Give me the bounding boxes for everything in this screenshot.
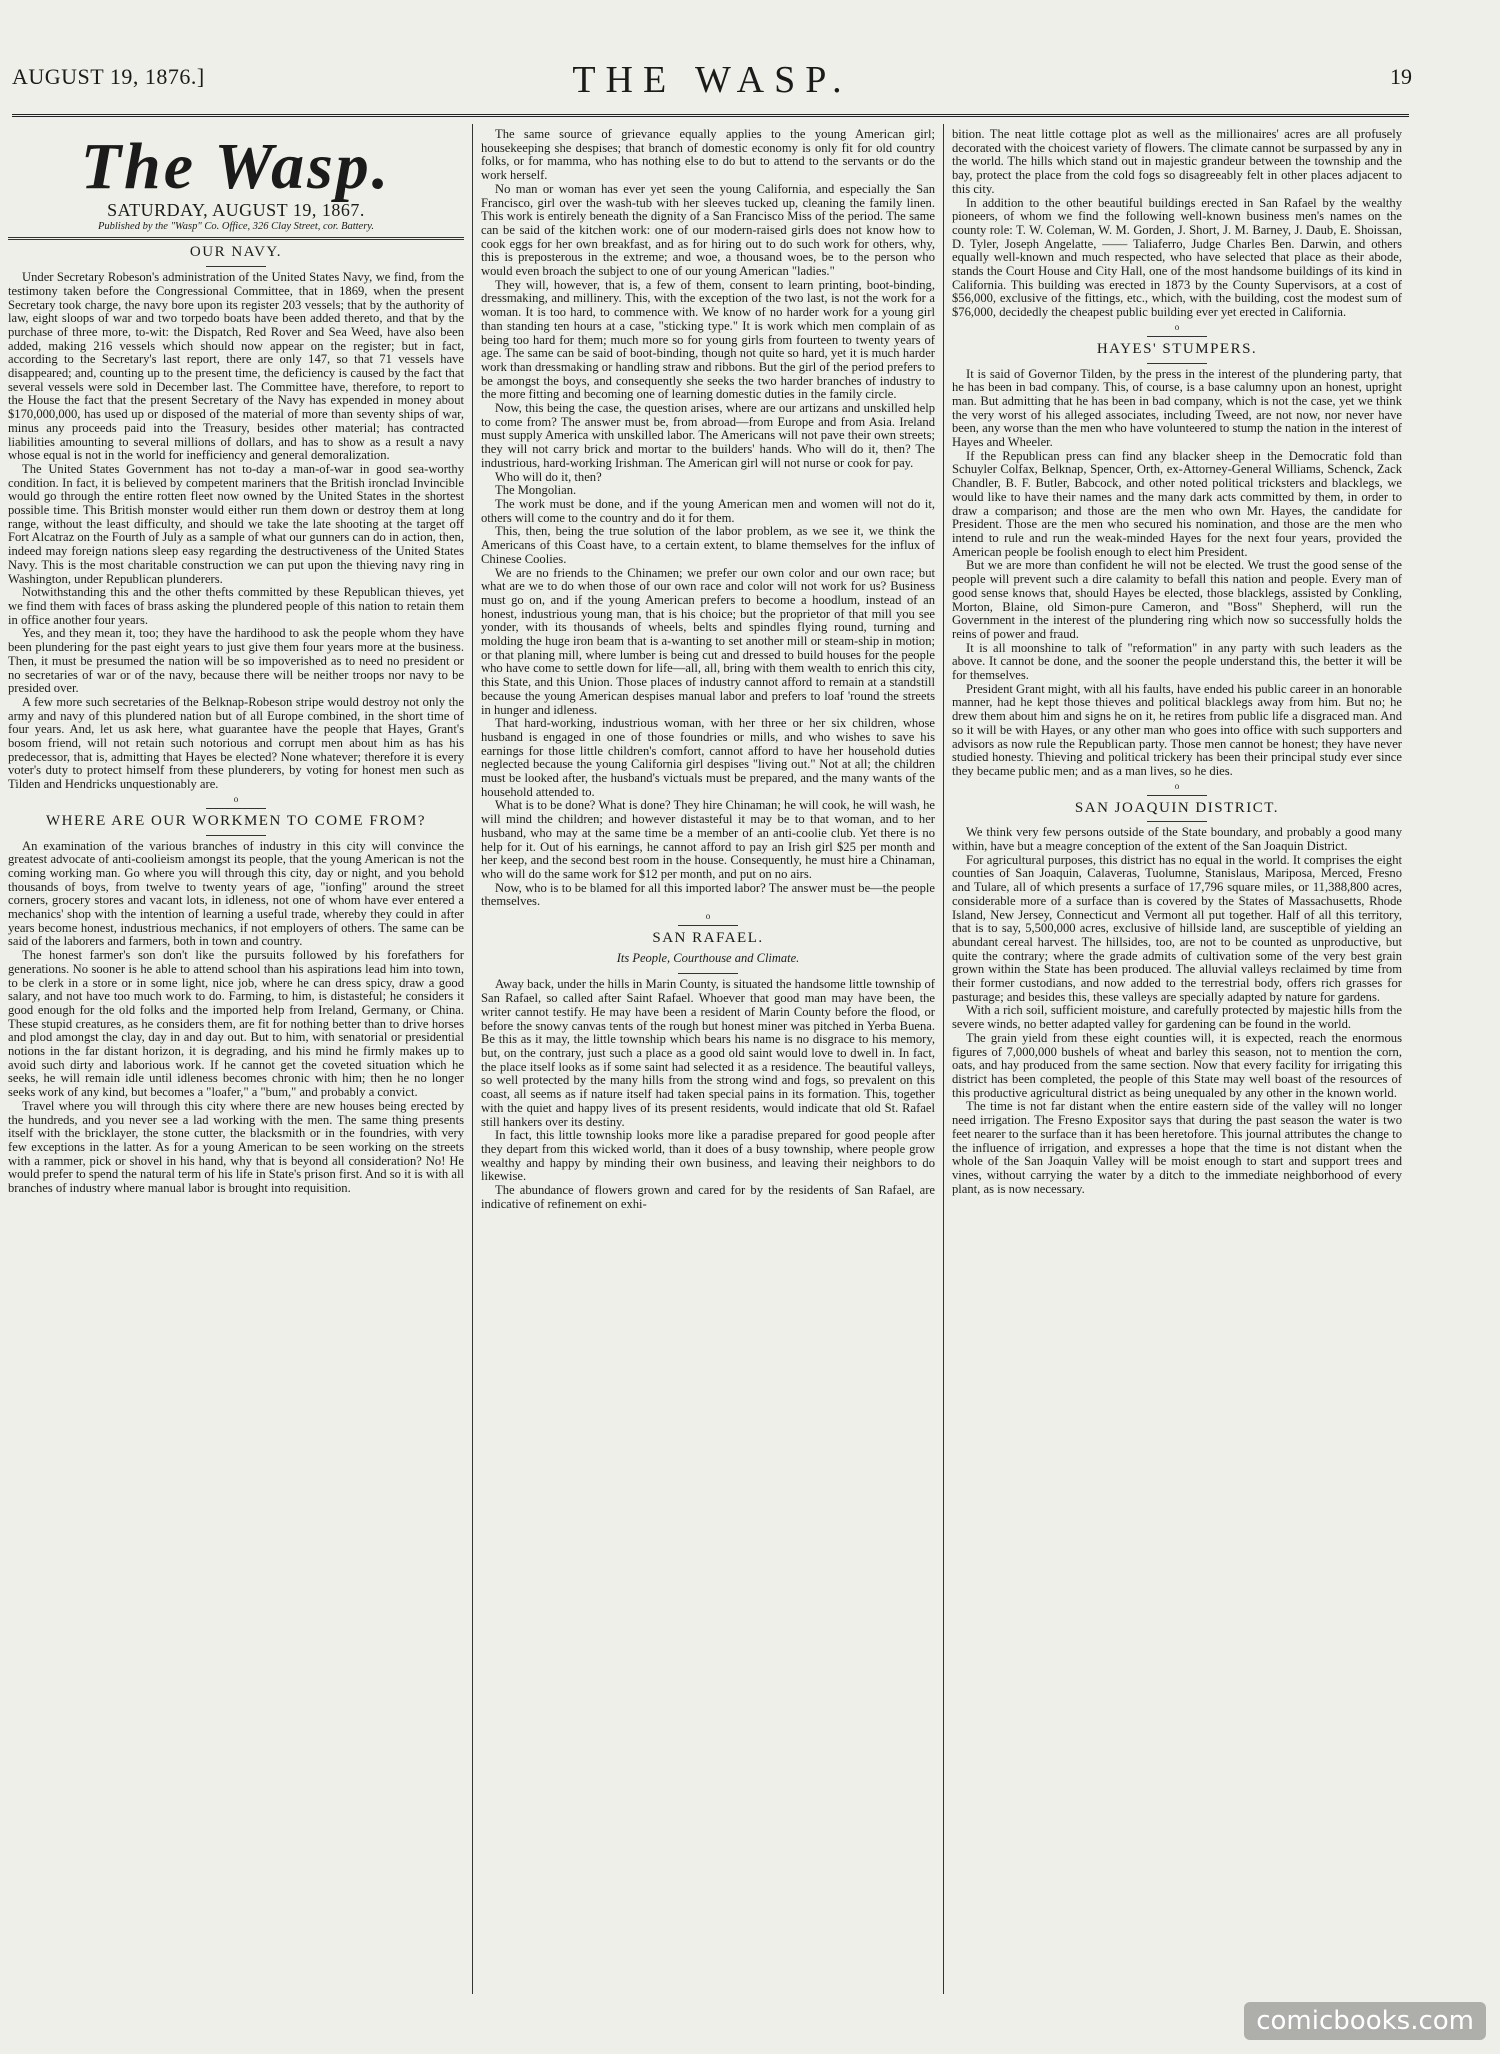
heading-rule — [206, 835, 266, 836]
article-paragraph: The time is not far distant when the entire eastern side of the valley will no longer need irrigation. The Fresno Expositor says that during the past season the water is two feet nearer to the surface than it has been heretofore. This journal attributes the change to the influence of irrigation, and expresses a hope that the time is not distant when the whole of the San Joaquin Valley will be moist enough to start and support trees and vines, without carrying the water by a ditch to the immediate neighborhood of every plant, as is now necessary. — [952, 1099, 1402, 1196]
article-paragraph: The Mongolian. — [495, 483, 577, 498]
article-paragraph: The work must be done, and if the young American men and women will not do it, others will come to the country and do it for them. — [481, 496, 935, 525]
article-paragraph: For agricultural purposes, this district has no equal in the world. It comprises the eight counties of San Joaquin, Calaveras, Tuolumne, Stanislaus, Mariposa, Merced, Fresno and Tulare, all of which presents a surface of 17,796 square miles, or 11,388,800 acres, considerable more of a surface than is covered by the States of Massachusetts, Rhode Island, New Jersey, Connecticut and Vermont all put together. Half of all this territory, that is to say, 5,500,000 acres, exclusive of hillside land, are susceptible of yielding an abundant cereal harvest. The hillsides, too, are not to be counted as unproductive, but quite the contrary; where the grade admits of cultivation some of the very best grain grown within the State has been produced. The alluvial valleys reclaimed by time from their former custodians, and now added to the terrestrial body, offers rich grasses for pasturage; and besides this, these valleys are specially adapted by nature for gardens. — [952, 852, 1402, 1004]
article-paragraph: Yes, and they mean it, too; they have the hardihood to ask the people whom they have been plundering for the past eight years to just give them four years more at the business. Then, it must be presumed the nation will be so impoverished as to need no president or no secretaries of war or of the navy, because there will be neither troops nor navy to be presided over. — [8, 626, 464, 696]
masthead-publisher: Published by the "Wasp" Co. Office, 326 Clay Street, cor. Battery. — [97, 220, 375, 232]
article-paragraph: We are no friends to the Chinamen; we prefer our own color and our own race; but what are we to do when those of our own race and color will not work for us? Business must go on, and if the young American prefers to become a hoodlum, instead of an honest, industrious young man, that is his choice; but the proprietor of that mill you see yonder, with its thousands of wheels, belts and spindles flying round, turning and molding the huge iron beam that is a-wanting to set another mill or steam-ship in motion; or that planing mill, where lumber is being cut and dressed to build houses for the people who have come to settle down for life—all, all, bring with them wealth to enrich this city, this State, and this Union. Those places of industry cannot afford to remain at a standstill because the young American despises manual labor and prefers to loaf 'round the streets in hunger and idleness. — [481, 565, 935, 717]
heading-rule — [678, 973, 738, 974]
page-number: 19 — [1390, 64, 1412, 89]
column-divider — [472, 124, 473, 1994]
watermark-logo: comicbooks.com — [1244, 2002, 1486, 2040]
article-paragraph: Under Secretary Robeson's administration of the United States Navy, we find, from the testimony taken before the Congressional Committee, that in 1869, when the present Secretary took charge, the navy bore upon its register 203 vessels; that by the authority of law, eight sloops of war and two torpedo boats have been added thereto, and that by the purchase of three more, to-wit: the Dispatch, Red Rover and Sea Weed, have also been added, making 216 vessels which should now appear on the register; but in fact, according to the Secretary's last report, there are only 147, so that 71 vessels have disappeared; and, counting up to the present time, the deficiency is caused by the fact that several vessels were sold in December last. The Committee have, therefore, to report to the House the fact that the present Secretary of the Navy has expended in money about $170,000,000, has used up or disposed of the material of more than seventy ships of war, minus any proceeds paid into the Treasury, besides other material; has contracted liabilities amounting to several millions of dollars, and has to show as a result a navy whose equal is not in the world for inefficiency and general demoralization. — [8, 270, 464, 463]
article-paragraph: President Grant might, with all his faults, have ended his public career in an honorable manner, had he kept those thieves and political blacklegs away from him. But no; he drew them about him and signs he on it, he retires from public life a disgraced man. And so it will be with Hayes, or any other man who goes into office with such supporters and advisors as now rule the Republican party. Those men cannot be honest; they have never studied honesty. Thieving and political trickery has been their principal study ever since they became public men; and as a man lives, so he dies. — [952, 681, 1402, 778]
article-paragraph: The honest farmer's son don't like the pursuits followed by his forefathers for generations. No sooner is he able to attend school than his aspirations lead him into town, to be clerk in a store or in some light, nice job, where he can dress spicy, draw a good salary, and not have too much work to do. Farming, to him, is distasteful; he considers it good enough for the old folks and the imported help from Ireland, Germany, or China. These stupid creatures, as he considers them, are fit for nothing better than to drive horses and plod amongst the clay, day in and day out. But to him, with senatorial or presidential notions in the far distant horizon, it is degrading, and his mind he firmly makes up to avoid such dirty and laborious work. If he cannot get the coveted situation which he seeks, he will remain idle until idleness becomes chronic with him; then he no longer seeks work of any kind, but becomes a "loafer," a "bum," and probably a convict. — [8, 948, 464, 1100]
article-paragraph: A few more such secretaries of the Belknap-Robeson stripe would destroy not only the army and navy of this plundered nation but of all Europe combined, in the short time of four years. And, let us ask here, what guarantee have the people that Hayes, Grant's bosom friend, will not retain such notorious and corrupt men about him as has his predecessor, that is, admitting that Hayes be elected? None whatever; therefore it is every voter's duty to protect himself from these plunderers, by voting for honest men such as Tilden and Hendricks unquestionably are. — [8, 694, 464, 792]
heading-rule — [1147, 363, 1207, 364]
article-paragraph: In fact, this little township looks more like a paradise prepared for good people after they depart from this wicked world, than it does of a busy township, where people grow wealthy and happy by minding their own business, and leaving their neighbors to do likewise. — [481, 1128, 935, 1184]
separator-rule — [1147, 795, 1207, 796]
separator-rule — [678, 925, 738, 926]
article-paragraph: Who will do it, then? — [495, 469, 602, 484]
article-paragraph: In addition to the other beautiful buildings erected in San Rafael by the wealthy pioneers, of whom we find the following well-known business men's names on the county role: T. W. Coleman, W. M. Gorden, J. Short, J. M. Barney, J. Daub, E. Shoissan, D. Tyler, Joseph Angelatte, —— Taliaferro, Judge Charles Ben. Darwin, and others equally well-known and much respected, who have selected that place as their abode, stands the Court House and City Hall, one of the most handsome buildings of its kind in California. This building was erected in 1873 by the County Supervisors, at a cost of $56,000, exclusive of the fittings, etc., which, with the building, cost the modest sum of $76,000, decidedly the cheapest public building ever yet erected in California. — [952, 195, 1402, 320]
article-paragraph: No man or woman has ever yet seen the young California, and especially the San Francisco, girl over the wash-tub with her sleeves tucked up, cleaning the family linen. This work is entirely beneath the dignity of a San Francisco Miss of the period. The same can be said of the kitchen work: one of our modern-raised girls does not know how to cook eggs for her own breakfast, and as for hiring out to do such work for others, why, this is preposterous in the extreme; and woe, a thousand woes, be to the person who would even broach the subject to one of our young American "ladies." — [481, 181, 935, 279]
header-rule — [12, 114, 1409, 117]
masthead-date: SATURDAY, AUGUST 19, 1867. — [107, 200, 365, 220]
article-paragraph: The abundance of flowers grown and cared for by the residents of San Rafael, are indicative of refinement on exhi- — [481, 1183, 935, 1211]
column-1 — [8, 128, 464, 2008]
section-separator: o — [1174, 321, 1180, 332]
article-paragraph: Now, this being the case, the question arises, where are our artizans and unskilled help to come from? The answer must be, from abroad—from Europe and from Asia. Ireland must supply America with unskilled labor. The Americans will not pave their own streets; they will not carry brick and mortar to the builders' hands. Who will do it, then? The industrious, hard-working Irishman. The American girl will not nurse or cook for pay. — [481, 401, 935, 470]
article-paragraph: Notwithstanding this and the other thefts committed by these Republican thieves, yet we find them with faces of brass asking the plundered people of this nation to retain them in office another four years. — [8, 585, 464, 627]
article-heading: HAYES' STUMPERS. — [1096, 340, 1258, 357]
article-paragraph: What is to be done? What is done? They hire Chinaman; he will cook, he will wash, he will mind the children; and however distasteful it may be to that woman, and to her husband, who may at the same time be a member of an anti-coolie club. Yet there is no help for it. Out of his earnings, he cannot afford to pay an Irish girl $25 per month and her keep, and the second best room in the house. Consequently, he must hire a Chinaman, who will do the same work for $12 per month, and put on no airs. — [481, 798, 935, 881]
section-separator: o — [705, 911, 711, 922]
article-paragraph: Away back, under the hills in Marin County, is situated the handsome little township of San Rafael, so called after Saint Rafael. Whoever that good man may have been, the writer cannot testify. He may have been a resident of Marin County before the flood, or before the snowy canvas tents of the rough but honest miner was pitched in Yerba Buena. Be this as it may, the little township which bears his name is no disgrace to his memory, but, on the contrary, just such a place as a good old saint would love to dwell in. In fact, the place itself looks as if some saint had selected it as a residence. The beautiful valleys, so well protected by the many hills from the strong wind and fogs, so prevalent on this coast, all seems as if nature itself had taken special pains in its formation. This, together with the quiet and happy lives of its present residents, would indicate that old St. Rafael still hankers over its destiny. — [481, 977, 935, 1129]
article-heading: OUR NAVY. — [189, 244, 283, 261]
section-separator: o — [1174, 780, 1180, 791]
heading-rule — [206, 266, 266, 267]
newspaper-title: THE WASP. — [572, 59, 852, 101]
column-2 — [481, 128, 935, 2008]
article-paragraph: Travel where you will through this city where there are new houses being erected by the hundreds, and you never see a lad working with the men. The same thing presents itself with the bricklayer, the stone cutter, the blacksmith or in the foundries, with very few exceptions in the latter. As for a young American to be seen working on the streets with a rammer, pick or shovel in his hand, why that is beyond all consideration? No! He would prefer to spend the natural term of his life in State's prison first. And so it is with all branches of industry where manual labor is brought into requisition. — [8, 1098, 464, 1196]
masthead-rule — [8, 237, 464, 240]
section-separator: o — [233, 793, 239, 804]
article-heading: SAN JOAQUIN DISTRICT. — [1074, 799, 1280, 816]
page-header — [12, 58, 1412, 101]
article-paragraph: If the Republican press can find any blacker sheep in the Democratic fold than Schuyler Colfax, Belknap, Spencer, Orth, ex-Attorney-General Williams, Schenck, Zack Chandler, B. F. Butler, Babcock, and other noted political tricksters and blacklegs, we would like to have their names and the many dark acts committed by them, in order to draw a comparison; and those are the men who own Mr. Hayes, the candidate for President. Those are the men who secured his nomination, and those are the men who intend to rule and run the weak-minded Hayes for the next four years, provided the American people be foolish enough to elect him President. — [952, 448, 1402, 559]
article-paragraph: They will, however, that is, a few of them, consent to learn printing, boot-binding, dressmaking, and millinery. This, with the exception of the two last, is not the work for a woman. It is too hard, to commence with. We know of no harder work for a young girl than standing ten hours at a case, "sticking type." It is work which men complain of as being too hard for them; much more so for young girls from fourteen to twenty years of age. The same can be said of boot-binding, though not quite so hard, yet it is much harder work than dressmaking or handling straw and ribbons. But the girl of the period prefers to be amongst the boys, and consequently she seeks the two harder branches of industry to the more fitting and becoming one of learning domestic duties in the family circle. — [481, 277, 935, 402]
issue-date: AUGUST 19, 1876.] — [12, 64, 205, 89]
article-heading: WHERE ARE OUR WORKMEN TO COME FROM? — [45, 812, 427, 829]
heading-rule — [1147, 821, 1207, 822]
masthead — [8, 132, 464, 233]
separator-rule — [1147, 336, 1207, 337]
article-paragraph: Now, who is to be blamed for all this imported labor? The answer must be—the people themselves. — [481, 880, 935, 909]
column-divider — [943, 124, 944, 1994]
article-paragraph: It is said of Governor Tilden, by the press in the interest of the plundering party, that he has been in bad company. This, of course, is a base calumny upon an honest, upright man. But admitting that he has been in bad company, which is not the case, yet we think the very worst of his alleged associates, including Tweed, are not now, nor never have been, any worse than the men who have volunteered to stump the nation in the interest of Hayes and Wheeler. — [952, 366, 1402, 450]
article-subheading: Its People, Courthouse and Climate. — [616, 950, 800, 965]
article-paragraph: The same source of grievance equally applies to the young American girl; housekeeping she despises; that branch of domestic economy is only fit for old country folks, or for mamma, who has nothing else to do but to attend to the servants or do the work herself. — [481, 128, 935, 183]
column-3 — [952, 128, 1402, 2008]
article-paragraph: With a rich soil, sufficient moisture, and carefully protected by majestic hills from the severe winds, no better adapted valley for gardening can be found in the world. — [952, 1003, 1402, 1032]
article-heading: SAN RAFAEL. — [652, 930, 764, 947]
article-paragraph: It is all moonshine to talk of "reformation" in any party with such leaders as the above. It cannot be done, and the sooner the people understand this, the better it will be for themselves. — [952, 640, 1402, 683]
article-paragraph: We think very few persons outside of the State boundary, and probably a good many within, have but a meagre conception of the extent of the San Joaquin District. — [952, 825, 1402, 854]
article-paragraph: The grain yield from these eight counties will, it is expected, reach the enormous figures of 7,000,000 bushels of wheat and barley this season, not to mention the corn, oats, and hay produced from the same section. Now that every facility for irrigating this district has been completed, the people of this State may well boast of the resources of this productive agricultural district as being unequaled by any other in the known world. — [952, 1030, 1402, 1100]
article-paragraph: bition. The neat little cottage plot as well as the millionaires' acres are all profusely decorated with the choicest variety of flowers. The climate cannot be surpassed by any in the world. The hills which stand out in majestic grandeur between the township and the bay, protect the place from the cold fogs so disagreeably felt in other places adjacent to this city. — [952, 128, 1402, 196]
article-paragraph: But we are more than confident he will not be elected. We trust the good sense of the people will prevent such a dire calamity to befall this nation and people. Every man of good sense knows that, should Hayes be elected, those blacklegs, assisted by Conkling, Morton, Blaine, old Simon-pure Cameron, and "Boss" Shepherd, will run the Government in the interest of the plundering ring which now so successfully holds the reins of power and fraud. — [952, 558, 1402, 641]
article-paragraph: An examination of the various branches of industry in this city will convince the greatest advocate of anti-coolieism amongst its people, that the young American is not the coming working man. Go where you will through this city, day or night, and you behold thousands of boys, from twelve to twenty years of age, "ionfing" around the street corners, grocery stores and vacant lots, in idleness, not one of whom have ever entered a mechanics' shop with the intention of learning a useful trade, whereby they could in after years become honest, industrious mechanics, if not employers of others. The same can be said of the laborers and farmers, both in town and country. — [8, 838, 464, 949]
article-paragraph: The United States Government has not to-day a man-of-war in good sea-worthy condition. In fact, it is believed by competent mariners that the British ironclad Invincible would go through the entire rotten fleet now owned by the United States in the shortest possible time. This British monster would either run them down or destroy them at long range, without the least difficulty, and should we take the late shooting at the target off Fort Alcatraz on the Fourth of July as a sample of what our gunners can do in action, then, indeed may foreign nations sleep easy regarding the destructiveness of the United States Navy. This is the most charitable construction we can put upon the thieving navy ring in Washington, under Republican plunderers. — [8, 461, 464, 586]
article-paragraph: This, then, being the true solution of the labor problem, as we see it, we think the Americans of this Coast have, to a certain extent, to blame themselves for the influx of Chinese Coolies. — [481, 524, 935, 566]
masthead-title: The Wasp. — [80, 130, 392, 203]
article-paragraph: That hard-working, industrious woman, with her three or her six children, whose husband is engaged in one of those foundries or mills, and who wishes to save his earnings for those little children's comfort, cannot afford to have her household duties neglected because the young California girl despises "living out." Not at all; the children must be looked after, the husband's victuals must be prepared, and the many wants of the household attended to. — [481, 716, 935, 799]
separator-rule — [206, 808, 266, 809]
